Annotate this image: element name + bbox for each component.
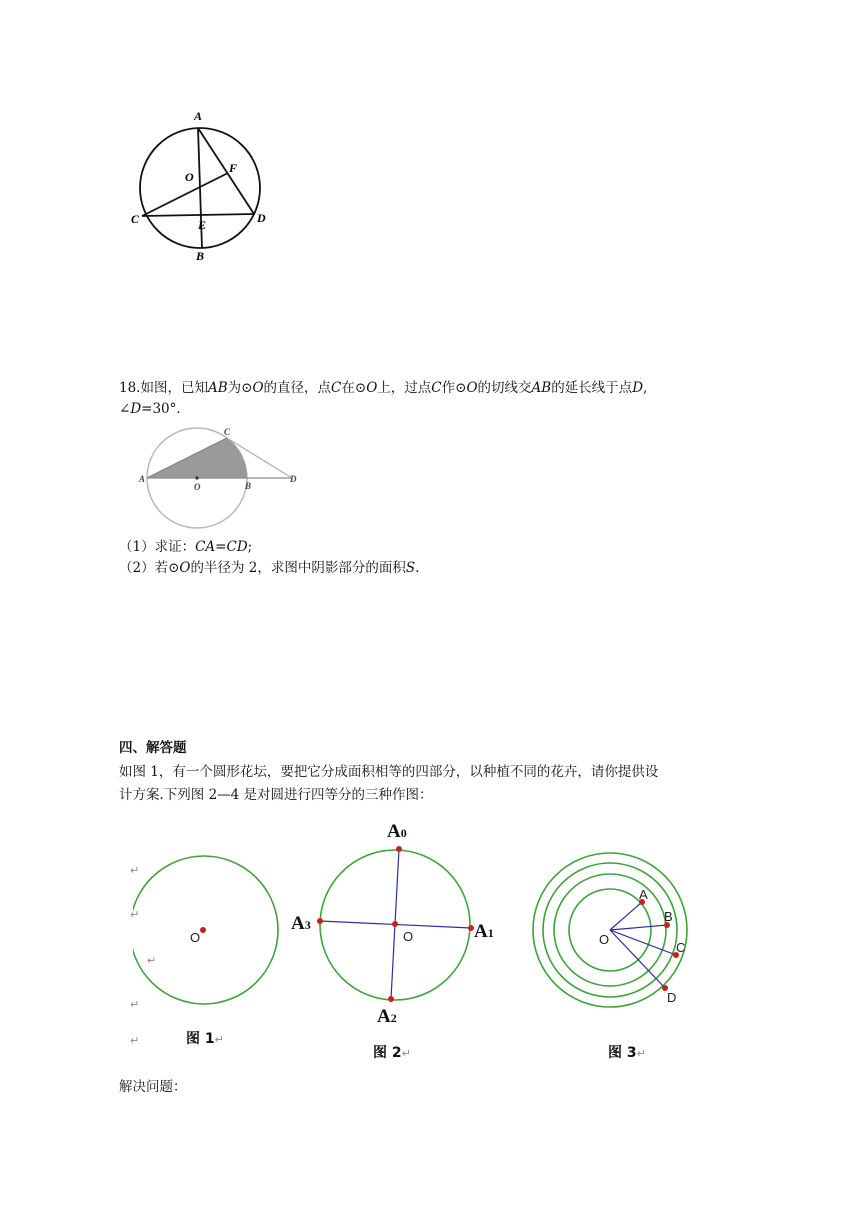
fig18-label-B: B — [245, 481, 252, 491]
return-mark: ↵ — [130, 1034, 140, 1047]
fig2-label-A1: A1 — [474, 921, 494, 942]
fig3-label-D: D — [667, 990, 677, 1005]
fig3-radius-OB — [610, 925, 667, 930]
q18-text: 如图，已知 — [140, 380, 208, 396]
figure-17-circle-diagram — [130, 105, 280, 265]
q18-text: 的直径，点 — [263, 380, 332, 396]
fig2-caption — [373, 1042, 411, 1062]
return-mark: ↵ — [130, 908, 140, 921]
fig3-label-C: C — [676, 940, 686, 955]
return-mark: ↵ — [130, 864, 140, 877]
fig18-center-dot — [195, 476, 198, 479]
section4-paragraph-line2: 计方案.下列图 2—4 是对圆进行四等分的三种作图： — [119, 787, 433, 803]
fig18-label-A: A — [139, 474, 146, 484]
fig3-label-B: B — [664, 909, 673, 924]
q18-text: 的延长线于点 — [551, 380, 633, 396]
fig2-label-A3: A3 — [291, 913, 311, 934]
q18-var: CA=CD — [195, 539, 248, 555]
fig17-chord-CD — [142, 214, 254, 216]
fig1-caption-text: 图 1 — [186, 1031, 215, 1047]
fig17-label-O: O — [185, 170, 194, 184]
figure-1-flowerbed — [128, 850, 288, 1010]
q18-var: AB — [207, 380, 228, 396]
fig17-label-B: B — [196, 249, 205, 263]
fig3-caption — [608, 1042, 646, 1062]
fig18-label-C: C — [224, 427, 231, 437]
q18-part-text: （1）求证： — [119, 539, 196, 555]
figure-18-tangent-diagram — [132, 424, 312, 536]
fig2-point-A3 — [317, 918, 323, 924]
figure-3-concentric-rings — [525, 850, 700, 1020]
fig3-label-A: A — [639, 887, 648, 902]
section-heading: 四、解答题 — [119, 740, 187, 756]
q18-text: 作⊙ — [441, 380, 467, 396]
fig18-shaded-region — [147, 438, 247, 478]
fig2-label-O: O — [403, 929, 414, 944]
fig2-point-A0 — [396, 846, 402, 852]
q18-part1 — [119, 537, 252, 557]
fig17-label-C: C — [131, 212, 140, 226]
fig18-label-O: O — [194, 482, 201, 492]
q18-var: C — [331, 380, 342, 396]
q18-part2 — [119, 558, 419, 578]
q18-var: O — [179, 560, 191, 576]
q18-number: 18. — [119, 380, 141, 396]
q18-var: AB — [531, 380, 552, 396]
return-mark: ↵ — [147, 954, 157, 967]
return-mark: ↵ — [130, 998, 140, 1011]
q18-var: C — [431, 380, 442, 396]
return-mark: ↵ — [636, 1047, 646, 1060]
fig17-label-F: F — [229, 161, 238, 175]
q18-var: D — [130, 401, 142, 417]
figure-2-quadrants — [285, 815, 510, 1035]
fig3-caption-text: 图 3 — [608, 1045, 637, 1061]
fig2-caption-text: 图 2 — [373, 1045, 402, 1061]
q18-text: ∠ — [119, 401, 131, 417]
fig1-label-O: O — [190, 930, 201, 945]
q18-part-text: . — [415, 560, 420, 576]
fig18-label-D: D — [290, 474, 297, 484]
q18-text: , — [643, 380, 648, 396]
fig17-label-A: A — [194, 109, 203, 123]
fig1-caption — [186, 1028, 224, 1048]
fig2-center-dot — [392, 921, 398, 927]
fig1-center-dot — [200, 927, 206, 933]
q18-stem-line1 — [119, 378, 647, 398]
q18-text: 的切线交 — [477, 380, 532, 396]
q18-var: D — [632, 380, 644, 396]
fig2-label-A2: A2 — [377, 1006, 397, 1027]
fig2-label-A0: A0 — [387, 821, 407, 842]
q18-text: 上，过点 — [377, 380, 432, 396]
q18-text: 为⊙ — [227, 380, 253, 396]
q18-text: 在⊙ — [341, 380, 367, 396]
fig17-label-D: D — [257, 211, 266, 225]
return-mark: ↵ — [401, 1047, 411, 1060]
fig3-radius-OA — [610, 902, 642, 930]
fig3-label-O: O — [599, 932, 610, 947]
fig17-label-E: E — [198, 218, 207, 232]
q18-var: O — [252, 380, 264, 396]
q18-stem-line2 — [119, 399, 190, 419]
return-mark: ↵ — [214, 1033, 224, 1046]
q18-part-text: 的半径为 2，求图中阴影部分的面积 — [190, 560, 406, 576]
q18-part-text: ; — [247, 539, 253, 555]
q18-var: O — [466, 380, 478, 396]
q18-var: O — [366, 380, 378, 396]
q18-var: S — [405, 560, 416, 576]
q18-text: =30°． — [141, 401, 190, 417]
section4-footer: 解决问题： — [119, 1079, 187, 1095]
fig2-point-A2 — [388, 996, 394, 1002]
section4-paragraph-line1: 如图 1，有一个圆形花坛，要把它分成面积相等的四部分，以种植不同的花卉，请你提供设 — [119, 764, 659, 780]
fig17-chord-AD — [198, 128, 254, 214]
q18-part-text: （2）若⊙ — [119, 560, 180, 576]
